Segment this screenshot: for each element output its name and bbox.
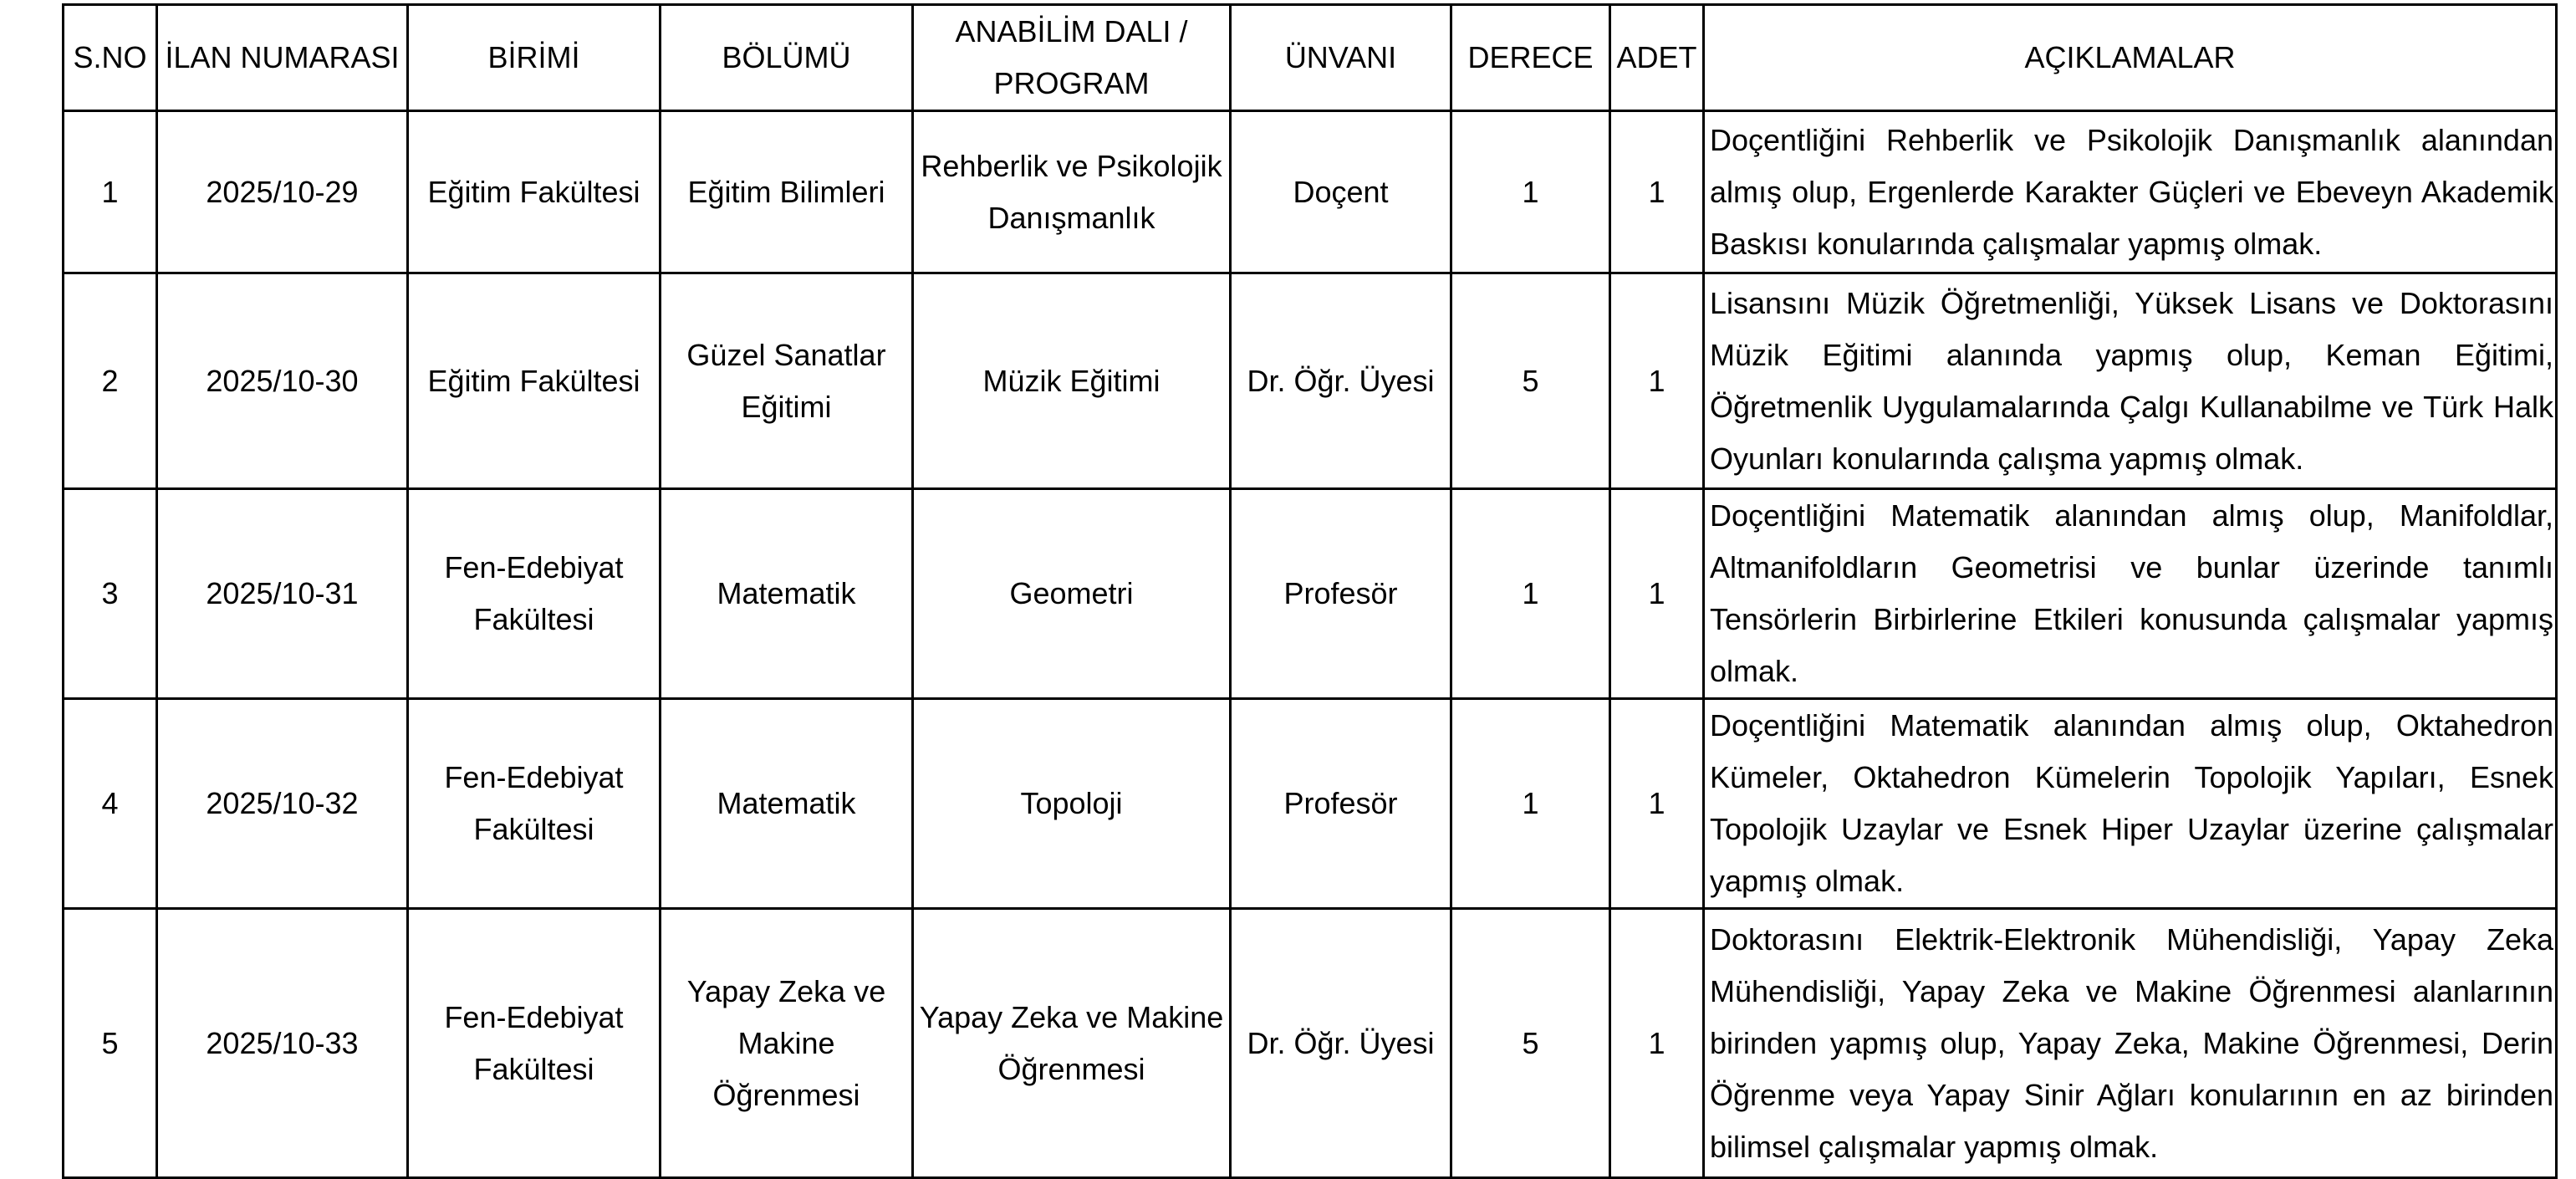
- header-derece: DERECE: [1451, 5, 1610, 111]
- cell-aciklamalar: Doçentliğini Rehberlik ve Psikolojik Danışmanlık alanından almış olup, Ergenlerde Karakter Güçleri ve Ebeveyn Akademik Baskısı konularında çalışmalar yapmış olmak.: [1704, 111, 2557, 273]
- cell-unvani: Dr. Öğr. Üyesi: [1231, 909, 1451, 1178]
- cell-birimi: Eğitim Fakültesi: [408, 273, 661, 489]
- cell-adet: 1: [1610, 699, 1704, 909]
- cell-aciklamalar: Lisansını Müzik Öğretmenliği, Yüksek Lisans ve Doktorasını Müzik Eğitimi alanında yapmış olup, Keman Eğitimi, Öğretmenlik Uygulamalarında Çalgı Kullanabilme ve Türk Halk Oyunları konularında çalışma yapmış olmak.: [1704, 273, 2557, 489]
- cell-derece: 5: [1451, 273, 1610, 489]
- cell-unvani: Doçent: [1231, 111, 1451, 273]
- table-row: [64, 111, 2557, 273]
- cell-derece: 1: [1451, 489, 1610, 699]
- job-listing-document: [62, 3, 2555, 1164]
- header-anabilim-dali-label: ANABİLİM DALI / PROGRAM: [955, 14, 1188, 100]
- header-ilan-numarasi: İLAN NUMARASI: [157, 5, 408, 111]
- cell-bolumu: Eğitim Bilimleri: [661, 111, 913, 273]
- cell-adet: 1: [1610, 273, 1704, 489]
- header-adet: ADET: [1610, 5, 1704, 111]
- cell-unvani: Dr. Öğr. Üyesi: [1231, 273, 1451, 489]
- cell-birimi-text: Fen-Edebiyat Fakültesi: [444, 760, 624, 846]
- cell-ilan-numarasi: 2025/10-33: [157, 909, 408, 1178]
- cell-adet: 1: [1610, 909, 1704, 1178]
- cell-unvani: Profesör: [1231, 489, 1451, 699]
- header-sno: S.NO: [64, 5, 157, 111]
- cell-bolumu: [661, 909, 913, 1178]
- cell-birimi: [408, 909, 661, 1178]
- cell-bolumu-text: Güzel Sanatlar Eğitimi: [686, 337, 886, 424]
- cell-sno: 1: [64, 111, 157, 273]
- cell-sno: 3: [64, 489, 157, 699]
- cell-birimi: [408, 489, 661, 699]
- table-row: [64, 489, 2557, 699]
- cell-bolumu: Matematik: [661, 699, 913, 909]
- cell-anabilim-dali: Geometri: [913, 489, 1231, 699]
- header-unvani: ÜNVANI: [1231, 5, 1451, 111]
- cell-derece: 1: [1451, 699, 1610, 909]
- cell-birimi-text: Fen-Edebiyat Fakültesi: [444, 550, 624, 636]
- header-birimi: BİRİMİ: [408, 5, 661, 111]
- cell-anabilim-dali: [913, 909, 1231, 1178]
- cell-adet: 1: [1610, 489, 1704, 699]
- cell-anabilim-dali: Müzik Eğitimi: [913, 273, 1231, 489]
- cell-ilan-numarasi: 2025/10-29: [157, 111, 408, 273]
- cell-derece: 5: [1451, 909, 1610, 1178]
- job-listing-table: [62, 3, 2558, 1179]
- cell-aciklamalar: Doçentliğini Matematik alanından almış olup, Oktahedron Kümeler, Oktahedron Kümelerin Topolojik Yapıları, Esnek Topolojik Uzaylar ve Esnek Hiper Uzaylar üzerine çalışmalar yapmış olmak.: [1704, 699, 2557, 909]
- cell-adet: 1: [1610, 111, 1704, 273]
- cell-derece: 1: [1451, 111, 1610, 273]
- cell-sno: 2: [64, 273, 157, 489]
- cell-ilan-numarasi: 2025/10-31: [157, 489, 408, 699]
- cell-anabilim-dali-text: Yapay Zeka ve Makine Öğrenmesi: [919, 999, 1224, 1086]
- cell-sno: 4: [64, 699, 157, 909]
- cell-bolumu-text: Yapay Zeka ve Makine Öğrenmesi: [686, 973, 886, 1112]
- cell-ilan-numarasi: 2025/10-32: [157, 699, 408, 909]
- cell-birimi: Eğitim Fakültesi: [408, 111, 661, 273]
- cell-anabilim-dali-text: Rehberlik ve Psikolojik Danışmanlık: [921, 148, 1222, 235]
- table-row: [64, 273, 2557, 489]
- cell-sno: 5: [64, 909, 157, 1178]
- header-aciklamalar: AÇIKLAMALAR: [1704, 5, 2557, 111]
- header-bolumu: BÖLÜMÜ: [661, 5, 913, 111]
- cell-bolumu: Matematik: [661, 489, 913, 699]
- cell-birimi-text: Fen-Edebiyat Fakültesi: [444, 999, 624, 1086]
- cell-anabilim-dali: [913, 111, 1231, 273]
- header-row: [64, 5, 2557, 111]
- cell-unvani: Profesör: [1231, 699, 1451, 909]
- cell-birimi: [408, 699, 661, 909]
- cell-anabilim-dali: Topoloji: [913, 699, 1231, 909]
- cell-ilan-numarasi: 2025/10-30: [157, 273, 408, 489]
- cell-bolumu: [661, 273, 913, 489]
- header-anabilim-dali: [913, 5, 1231, 111]
- cell-aciklamalar: Doçentliğini Matematik alanından almış olup, Manifoldlar, Altmanifoldların Geometrisi ve bunlar üzerinde tanımlı Tensörlerin Birbirlerine Etkileri konusunda çalışmalar yapmış olmak.: [1704, 489, 2557, 699]
- cell-aciklamalar: Doktorasını Elektrik-Elektronik Mühendisliği, Yapay Zeka Mühendisliği, Yapay Zeka ve Makine Öğrenmesi alanlarının birinden yapmış olup, Yapay Zeka, Makine Öğrenmesi, Derin Öğrenme veya Yapay Sinir Ağları konularının en az birinden bilimsel çalışmalar yapmış olmak.: [1704, 909, 2557, 1178]
- table-row: [64, 699, 2557, 909]
- table-row: [64, 909, 2557, 1178]
